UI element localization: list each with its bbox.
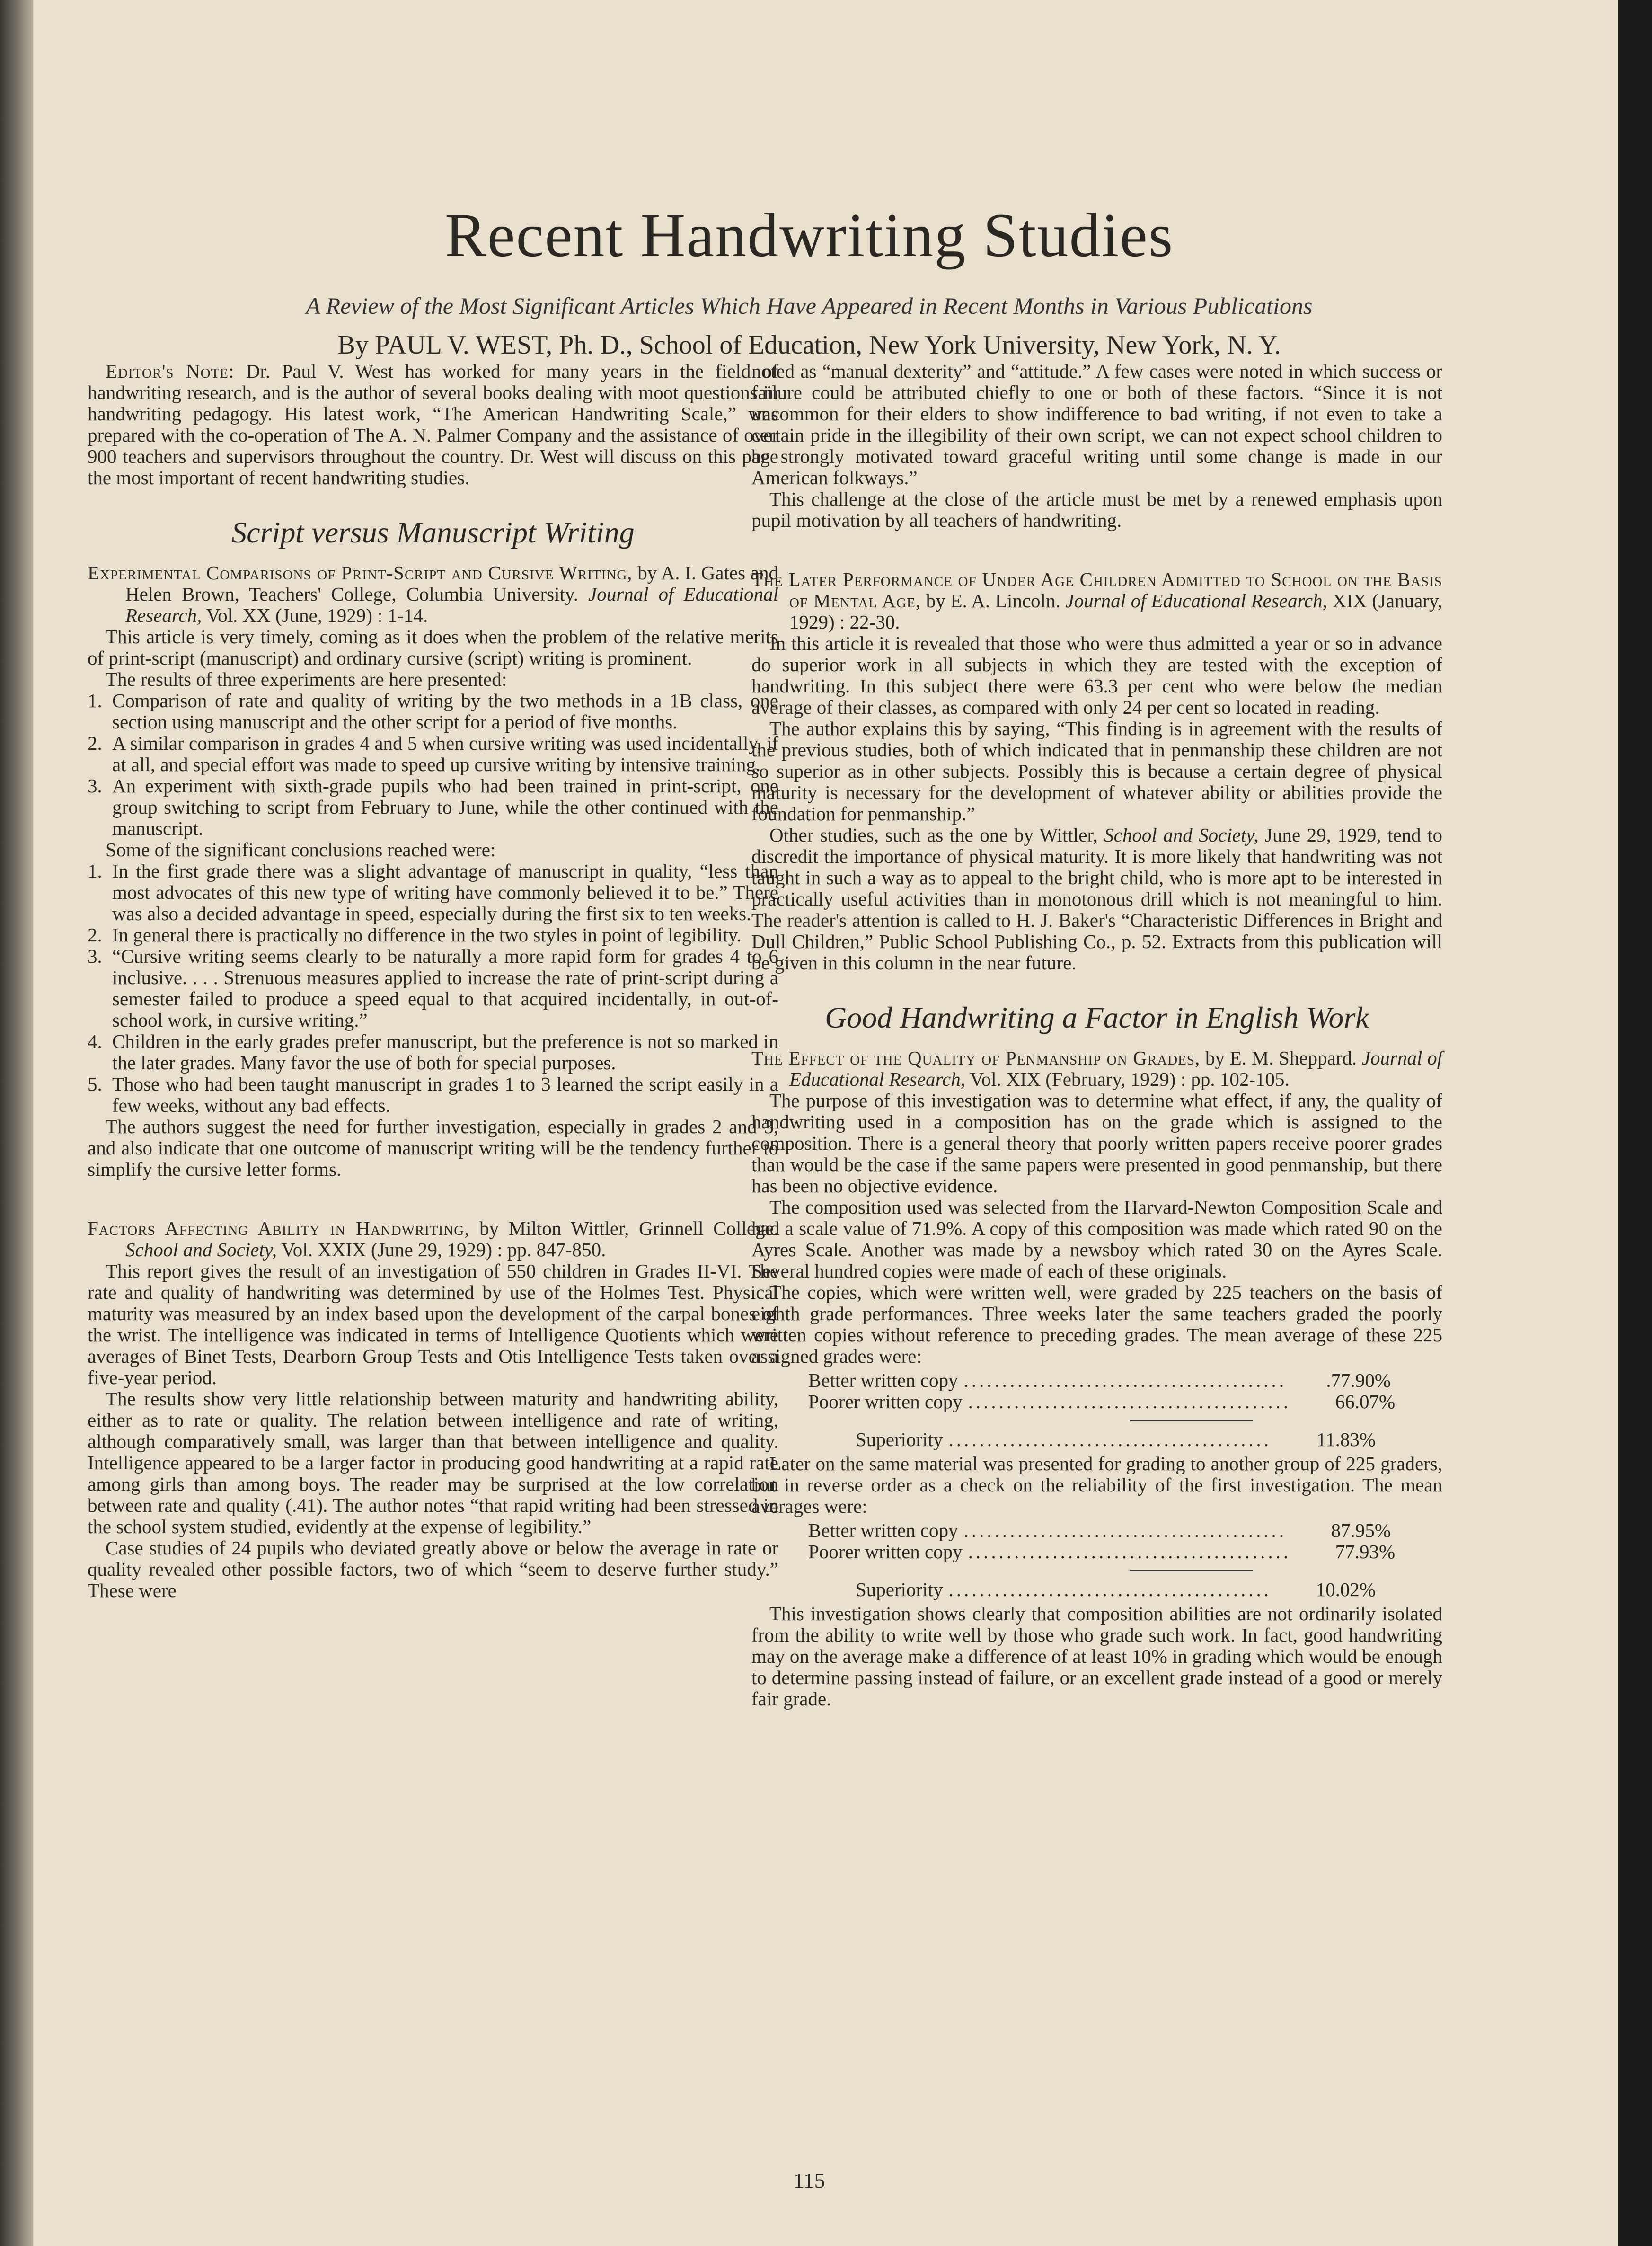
reference-title: Experimental Comparisons of Print-Script and Cursive Writing, [88, 562, 633, 584]
list-text: In general there is practically no difference in the two styles in point of legibility. [112, 924, 742, 946]
list-item [88, 861, 778, 924]
reference-issue: Vol. XX (June, 1929) : 1-14. [206, 604, 428, 626]
right-column [751, 361, 1442, 1710]
paragraph: This report gives the result of an investigation of 550 children in Grades II-VI. The rate and quality of handwriting was determined by use of the Holmes Test. Physical maturity was measured by an index based upon the development of the carpal bones of the wrist. The intelligence was indicated in terms of Intelligence Quotients which were averages of Binet Tests, Dearborn Group Tests and Otis Intelligence Tests taken over a five-year period. [88, 1260, 778, 1388]
list-text: In the first grade there was a slight advantage of manuscript in quality, “less than most advocates of this new type of writing have commonly believed it to be.” There was also a decided advantage in speed, especially during the first six to ten weeks. [112, 860, 778, 924]
reference-issue: Vol. XIX (February, 1929) : pp. 102-105. [970, 1068, 1290, 1090]
row-label: Better written copy [808, 1369, 958, 1391]
conclusions-list [88, 861, 778, 1116]
paragraph: This article is very timely, coming as it does when the problem of the relative merits of print-script (manuscript) and ordinary cursive (script) writing is prominent. [88, 626, 778, 669]
list-text: Children in the early grades prefer manuscript, but the preference is not so marked in the later grades. Many favor the use of both for special purposes. [112, 1030, 778, 1074]
superiority-first [856, 1429, 1376, 1450]
list-item [88, 924, 778, 946]
reference-journal: School and Society, [1104, 824, 1259, 846]
experiments-list [88, 690, 778, 839]
page-number: 115 [793, 2168, 825, 2193]
paragraph: The purpose of this investigation was to determine what effect, if any, the quality of handwriting used in a composition has on the grade which is assigned to the composition. There is a general theory that poorly written papers receive poorer grades than would be the case if the same papers were presented in good penmanship, but there has been no objective evidence. [751, 1090, 1442, 1197]
article-subtitle: A Review of the Most Significant Articles Which Have Appeared in Recent Months in Various Publications [306, 293, 1313, 319]
reference-journal: Journal of Educational Research, [789, 1047, 1442, 1090]
paragraph: The results of three experiments are here presented: [106, 668, 507, 690]
row-value: 77.93% [1335, 1541, 1396, 1562]
list-item [88, 733, 778, 775]
paragraph: This challenge at the close of the article must be met by a renewed emphasis upon pupil motivation by all teachers of handwriting. [751, 488, 1442, 531]
left-column [88, 361, 778, 1601]
list-text: “Cursive writing seems clearly to be naturally a more rapid form for grades 4 to 6 inclusive. . . . Strenuous measures applied to increase the rate of print-script during a semester failed to produce a speed equal to that acquired incidentally, in out-of-school work, in cursive writing.” [112, 945, 778, 1031]
section-heading-english-work: Good Handwriting a Factor in English Work [825, 1001, 1369, 1034]
list-item [88, 946, 778, 1031]
row-label: Poorer written copy [808, 1391, 963, 1412]
paragraph-text: Other studies, such as the one by Wittler, [769, 824, 1098, 846]
row-label: Better written copy [808, 1519, 958, 1541]
paragraph [751, 825, 1442, 974]
paragraph-text: June 29, 1929, tend to discredit the importance of physical maturity. It is more likely that handwriting was not taught in such a way as to appeal to the bright child, who is more apt to be interested in practically useful activities than in monotonous drill which is not meaningful to him. The reader's attention is called to H. J. Baker's “Characteristic Differences in Bright and Dull Children,” Public School Publishing Co., p. 52. Extracts from this publication will be given in this column in the near future. [751, 824, 1443, 974]
row-value: 66.07% [1335, 1391, 1396, 1412]
paragraph: In this article it is revealed that those who were thus admitted a year or so in advance do superior work in all subjects in which they are tested with the exception of handwriting. In this subject there were 63.3 per cent who were below the median average of their classes, as compared with only 24 per cent so located in reading. [751, 632, 1442, 718]
article-header [0, 199, 1618, 360]
list-number: 2. [88, 732, 102, 754]
reference-journal: Journal of Educational Research, [1065, 590, 1327, 612]
article-byline: By PAUL V. WEST, Ph. D., School of Education, New York University, New York, N. Y. [337, 330, 1281, 360]
row-label: Poorer written copy [808, 1541, 963, 1562]
list-text: Comparison of rate and quality of writing by the two methods in a 1B class, one section using manuscript and the other script for a period of five months. [112, 690, 778, 733]
paragraph: The copies, which were written well, were graded by 225 teachers on the basis of eighth grade performances. Three weeks later the same teachers graded the poorly written copies without reference to preceding grades. The mean average of these 225 assigned grades were: [751, 1281, 1442, 1367]
reference-authors: by Milton Wittler, Grinnell College. [479, 1217, 778, 1239]
table-row: Poorer written copy .......................................... 66.07% [808, 1391, 1396, 1412]
reference-sheppard [751, 1048, 1442, 1090]
section-heading-script: Script versus Manuscript Writing [231, 515, 635, 549]
editor-note [88, 361, 778, 488]
list-number: 3. [88, 775, 102, 797]
editor-note-text: Dr. Paul V. West has worked for many years in the field of handwriting research, and is the author of several books dealing with moot questions in handwriting pedagogy. His latest work, “The American Handwriting Scale,” was prepared with the co-operation of The A. N. Palmer Company and the assistance of over 900 teachers and supervisors throughout the country. Dr. West will discuss on this page the most important of recent handwriting studies. [88, 360, 778, 488]
grades-table-second [808, 1519, 1396, 1562]
paragraph: The author explains this by saying, “This finding is in agreement with the results of the previous studies, both of which indicated that in penmanship these children are not so superior as in other subjects. Possibly this is because a certain degree of physical maturity is necessary for the development of whatever ability or abilities provide the foundation for penmanship.” [751, 718, 1442, 825]
row-value: 87.95% [1331, 1519, 1391, 1541]
paragraph: Later on the same material was presented for grading to another group of 225 graders, but in reverse order as a check on the reliability of the first investigation. The mean averages were: [751, 1453, 1442, 1517]
reference-lincoln [751, 569, 1442, 633]
list-number: 1. [88, 690, 102, 711]
list-item [88, 1031, 778, 1074]
reference-authors: by E. M. Sheppard. [1205, 1047, 1357, 1069]
paragraph: This investigation shows clearly that composition abilities are not ordinarily isolated from the ability to write well by those who grade such work. In fact, good handwriting may on the average make a difference of at least 10% in grading which would be enough to determine passing instead of failure, or an excellent grade instead of a good or merely fair grade. [751, 1603, 1442, 1710]
reference-authors: by E. A. Lincoln. [926, 590, 1060, 612]
list-number: 5. [88, 1073, 102, 1095]
list-number: 3. [88, 945, 102, 967]
table-rule [1130, 1420, 1253, 1421]
list-item [88, 775, 778, 839]
reference-issue: Vol. XXIX (June 29, 1929) : pp. 847-850. [281, 1239, 606, 1261]
paragraph: The authors suggest the need for further investigation, especially in grades 2 and 3, and also indicate that one outcome of manuscript writing will be the tendency further to simplify the cursive letter forms. [88, 1116, 778, 1180]
row-label: Superiority [856, 1429, 943, 1450]
table-row: Superiority .......................................... 10.02% [856, 1579, 1376, 1600]
paragraph: The results show very little relationship between maturity and handwriting ability, either as to rate or quality. The relation between intelligence and rate of writing, although comparatively small, was larger than that between intelligence and quality. Intelligence appeared to be a larger factor in producing good handwriting at a rapid rate among girls than among boys. The reader may be surprised at the low correlation between rate and quality (.41). The author notes “that rapid writing had been stressed in the school system studied, evidently at the expense of legibility.” [88, 1388, 778, 1537]
list-text: A similar comparison in grades 4 and 5 when cursive writing was used incidentally, if at all, and special effort was made to speed up cursive writing by intensive training. [112, 732, 778, 775]
reference-authors: by A. I. Gates and Helen Brown, Teachers' College, Columbia University. [125, 562, 778, 605]
list-text: An experiment with sixth-grade pupils who had been trained in print-script, one group switching to script from February to June, while the other continued with the manuscript. [112, 775, 778, 839]
reference-wittler [88, 1218, 778, 1261]
paragraph: The composition used was selected from the Harvard-Newton Composition Scale and had a scale value of 71.9%. A copy of this composition was made which rated 90 on the Ayres Scale. Another was made by a newsboy which rated 30 on the Ayres Scale. Several hundred copies were made of each of these originals. [751, 1196, 1442, 1282]
list-number: 4. [88, 1030, 102, 1052]
superiority-second [856, 1579, 1376, 1600]
table-rule [1130, 1570, 1253, 1571]
table-row: Better written copy .......................................... 87.95% [808, 1519, 1391, 1541]
list-item [88, 690, 778, 733]
paragraph: Some of the significant conclusions reached were: [106, 839, 496, 861]
grades-table-first [808, 1369, 1396, 1412]
reference-gates-brown [88, 562, 778, 626]
reference-title: The Later Performance of Under Age Children Admitted to School on the Basis of Mental Age, [751, 568, 1442, 612]
reference-title: The Effect of the Quality of Penmanship on Grades, [751, 1047, 1201, 1069]
reference-issue: XIX (January, 1929) : 22-30. [789, 590, 1443, 633]
list-number: 2. [88, 924, 102, 946]
row-value: .77.90% [1326, 1369, 1391, 1391]
editor-note-label: Editor's Note: [106, 360, 235, 382]
list-text: Those who had been taught manuscript in grades 1 to 3 learned the script easily in a few weeks, without any bad effects. [112, 1073, 778, 1116]
table-row: Poorer written copy .......................................... 77.93% [808, 1541, 1396, 1562]
table-row: Superiority .......................................... 11.83% [856, 1429, 1376, 1450]
article-title: Recent Handwriting Studies [444, 200, 1174, 270]
list-number: 1. [88, 860, 102, 882]
row-label: Superiority [856, 1579, 943, 1600]
row-value: 10.02% [1316, 1579, 1376, 1600]
reference-journal: Journal of Educational Research, [125, 583, 779, 626]
list-item [88, 1074, 778, 1116]
reference-journal: School and Society, [125, 1239, 277, 1261]
paragraph: noted as “manual dexterity” and “attitude.” A few cases were noted in which success or failure could be attributed chiefly to one or both of these factors. “Since it is not uncommon for their elders to show indifference to bad writing, if not even to take a certain pride in the illegibility of their own script, we can not expect school children to be strongly motivated toward graceful writing until some change is made in our American folkways.” [751, 360, 1442, 488]
row-value: 11.83% [1316, 1429, 1376, 1450]
table-row: Better written copy .......................................... .77.90% [808, 1369, 1391, 1391]
reference-title: Factors Affecting Ability in Handwriting, [88, 1217, 470, 1239]
paragraph: Case studies of 24 pupils who deviated greatly above or below the average in rate or quality revealed other possible factors, two of which “seem to deserve further study.” These were [88, 1537, 778, 1601]
